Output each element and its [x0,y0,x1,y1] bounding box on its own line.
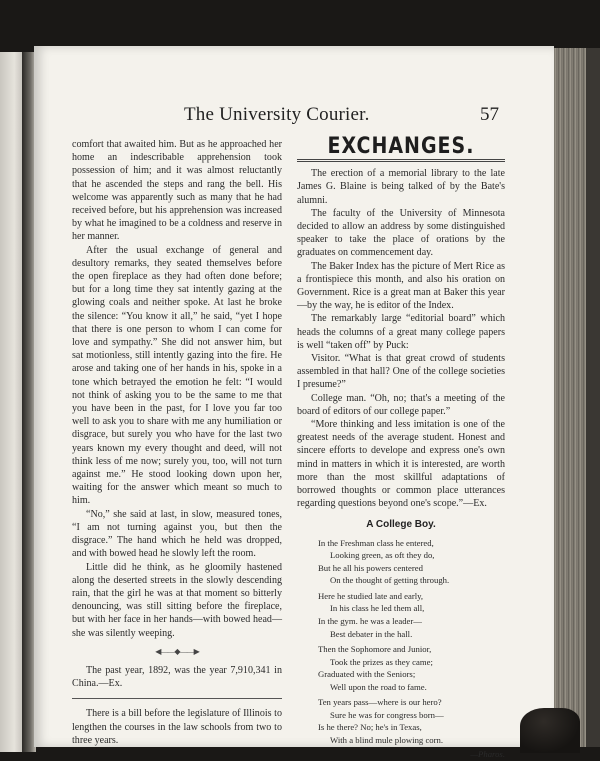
exchange-item: College man. “Oh, no; that's a meeting of the board of editors of our college paper.” [297,392,505,417]
story-paragraph: Little did he think, as he gloomily hastened along the deserted streets in the slowly descending rain, that the girl he was at that moment so bitterly denouncing, was still sitting before the fireplace, but with her face in her hands—with bowed head—she was silently weeping. [72,561,282,639]
poem-line: Best debater in the hall. [330,628,413,639]
exchange-item: The remarkably large “editorial board” which heads the columns of a great many college papers is well “taken off” by Puck: [297,313,505,351]
heading-rule [297,159,505,162]
section-divider [72,698,282,699]
book-page [34,46,554,760]
story-paragraph: After the usual exchange of general and desultory remarks, they seated themselves before the open fireplace as they had often done before; but for a long time they sat intently gazing at the glowing coals and neither spoke. At last he broke the silence: “You know it all,” he said, “yet I hope that there is one person to whom I can come for love and sympathy.” She did not answer him, but sat motionless, still intently gazing into the fire. He arose and taking one of her hands in his, spoke in a tone which betrayed the emotion he felt: “I would not think of asking you to be the same to me that you have been in the past, for I love you far too well to ask you to share with me any humiliation or disgrace, but surely you who have for the last two years known my every thought and deed, will not think less of me now; surely you, too, will not turn against me.” He stood looking down upon her, waiting for the answer which meant so much to him. [72,244,282,507]
exchange-item: The faculty of the University of Minnesota decided to allow an address by some distinguished speaker to take the place of orations by the graduates on commencement day. [297,207,505,259]
poem-line: Ten years pass—where is our hero? [318,697,442,708]
page-header [34,104,554,132]
poem-line: Looking green, as oft they do, [330,550,435,561]
exchange-item: “More thinking and less imitation is one of the greatest needs of the average student. Honest and sincere efforts to develope and express one's own mind in matters in which it is interested, are worth more than the most skillful adaptations of borrowed thoughts or common place utterances regarding questions beyond one's scope.”—Ex. [297,419,505,510]
note-china-year: The past year, 1892, was the year 7,910,341 in China.—Ex. [72,664,282,690]
exchange-item: The erection of a memorial library to the late James G. Blaine is being talked of by the Bate's alumni. [297,168,505,206]
poem-line: Is he there? No; he's in Texas, [318,722,422,733]
scanner-thumb [520,708,580,753]
poem [297,537,505,761]
note-illinois-bill: There is a bill before the legislature of Illinois to lengthen the courses in the law schools from two to three years. [72,708,282,746]
section-flourish: ◀——◆——▶ [155,646,199,656]
page-stack-edge [552,48,600,747]
poem-line: Graduated with the Seniors; [318,669,416,680]
exchange-item: The Baker Index has the picture of Mert Rice as a frontispiece this month, and also his oration on Government. Rice is a great man at Baker this year—by the way, he is editor of the Index. [297,260,505,312]
poem-line: In the Freshman class he entered, [318,537,434,548]
exchanges-heading: EXCHANGES. [327,133,475,159]
right-column [297,133,505,761]
poem-title: A College Boy. [366,519,436,531]
page-number: 57 [480,104,499,125]
poem-line: Sure he was for congress born— [330,709,444,720]
poem-attribution: —Pharos. [470,749,505,760]
poem-line: Here he studied late and early, [318,590,424,601]
running-title: The University Courier. [184,104,370,125]
poem-line: On the thought of getting through. [330,575,450,586]
poem-line: In the gym. he was a leader— [318,615,422,626]
poem-line: Well upon the road to fame. [330,681,427,692]
story-paragraph: comfort that awaited him. But as he approached her home an indescribable apprehension took possession of him; and it was almost reluctantly that he ascended the steps and rang the bell. His welcome was apparently such as many that he had received before, but his apprehension was increased by what he imagined to be a coldness and reserve in her manner. [72,139,282,243]
poem-line: In his class he led them all, [330,603,425,614]
exchange-item: Visitor. “What is that great crowd of students assembled in that hall? One of the college societies I presume?” [297,353,505,391]
poem-line: Then the Sophomore and Junior, [318,644,432,655]
left-column [72,138,282,747]
poem-line: Took the prizes as they came; [330,656,433,667]
poem-line: But he all his powers centered [318,562,423,573]
story-paragraph: “No,” she said at last, in slow, measured tones, “I am not turning against you, but then the disgrace.” The hand which he held was dropped, and with bowed head he slowly left the room. [72,508,282,560]
poem-line: With a blind mule plowing corn. [330,734,444,745]
